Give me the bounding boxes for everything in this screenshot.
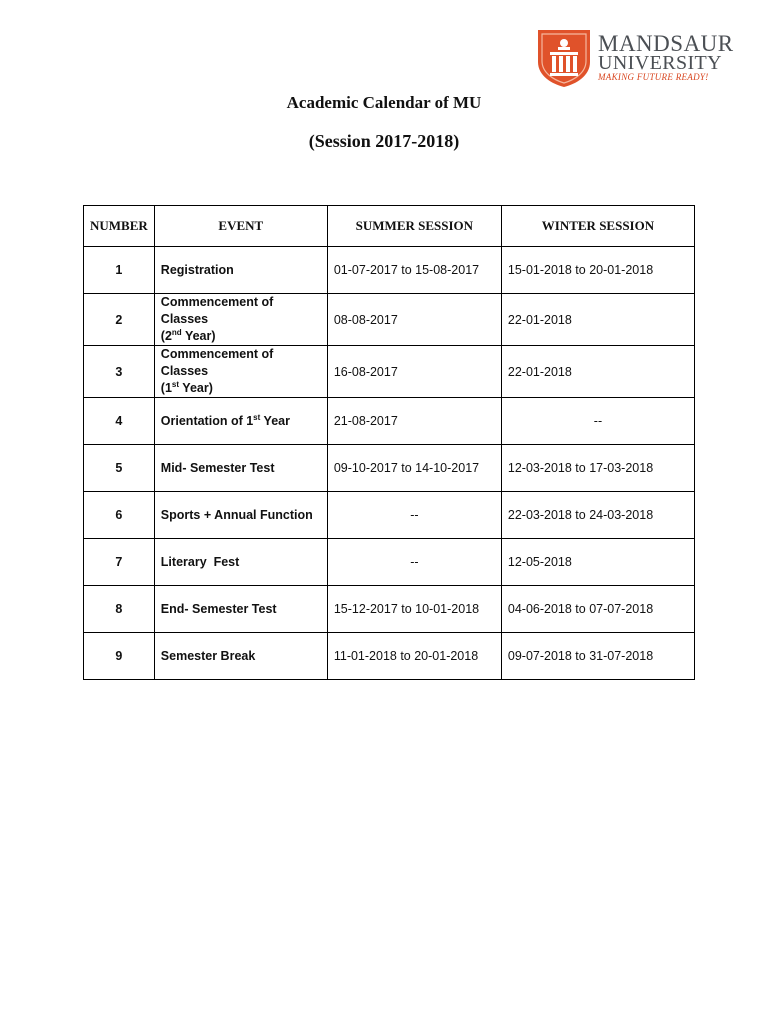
table-row <box>84 247 695 294</box>
row-winter: -- <box>501 398 694 445</box>
row-summer: -- <box>327 539 501 586</box>
row-event: Mid- Semester Test <box>154 445 327 492</box>
row-summer: 15-12-2017 to 10-01-2018 <box>327 586 501 633</box>
row-summer: 01-07-2017 to 15-08-2017 <box>327 247 501 294</box>
row-event <box>154 398 327 445</box>
table-row <box>84 346 695 398</box>
table-row <box>84 294 695 346</box>
row-event: Literary Fest <box>154 539 327 586</box>
row-summer: -- <box>327 492 501 539</box>
table-row <box>84 492 695 539</box>
logo-wordmark <box>598 31 734 82</box>
logo-tagline: MAKING FUTURE READY! <box>598 72 709 82</box>
table-row <box>84 539 695 586</box>
row-number: 5 <box>84 445 155 492</box>
header-event: EVENT <box>154 206 327 247</box>
event-text: (2 <box>160 329 172 343</box>
row-winter: 09-07-2018 to 31-07-2018 <box>501 633 694 680</box>
row-winter: 04-06-2018 to 07-07-2018 <box>501 586 694 633</box>
event-text: Year) <box>181 329 216 343</box>
row-number: 2 <box>84 294 155 346</box>
row-winter: 22-03-2018 to 24-03-2018 <box>501 492 694 539</box>
row-summer: 16-08-2017 <box>327 346 501 398</box>
ordinal-suffix: nd <box>171 327 182 337</box>
row-event <box>154 346 327 398</box>
row-number: 1 <box>84 247 155 294</box>
event-text: (1 <box>160 381 172 395</box>
row-number: 6 <box>84 492 155 539</box>
university-logo <box>536 28 736 92</box>
logo-line-mandsaur: MANDSAUR <box>598 31 734 56</box>
row-event <box>154 294 327 346</box>
header-summer-session: SUMMER SESSION <box>327 206 501 247</box>
row-event: End- Semester Test <box>154 586 327 633</box>
ordinal-suffix: st <box>171 379 180 389</box>
university-crest-icon <box>536 28 592 88</box>
row-winter: 22-01-2018 <box>501 346 694 398</box>
row-winter: 12-05-2018 <box>501 539 694 586</box>
page-title: Academic Calendar of MU <box>286 93 482 112</box>
table-header-row <box>84 206 695 247</box>
row-summer: 21-08-2017 <box>327 398 501 445</box>
header-number: NUMBER <box>84 206 155 247</box>
row-event: Registration <box>154 247 327 294</box>
row-summer: 08-08-2017 <box>327 294 501 346</box>
row-winter: 12-03-2018 to 17-03-2018 <box>501 445 694 492</box>
row-event: Semester Break <box>154 633 327 680</box>
ordinal-suffix: st <box>253 412 261 422</box>
row-summer: 11-01-2018 to 20-01-2018 <box>327 633 501 680</box>
row-number: 7 <box>84 539 155 586</box>
session-subtitle: (Session 2017-2018) <box>308 131 460 151</box>
row-winter: 22-01-2018 <box>501 294 694 346</box>
row-number: 4 <box>84 398 155 445</box>
header-winter-session: WINTER SESSION <box>501 206 694 247</box>
table-row <box>84 398 695 445</box>
row-number: 8 <box>84 586 155 633</box>
row-event: Sports + Annual Function <box>154 492 327 539</box>
academic-calendar-table <box>83 205 695 680</box>
row-number: 3 <box>84 346 155 398</box>
event-text: Year) <box>179 381 213 395</box>
row-winter: 15-01-2018 to 20-01-2018 <box>501 247 694 294</box>
table-row <box>84 445 695 492</box>
table-row <box>84 633 695 680</box>
event-text: Orientation of 1 <box>160 413 254 428</box>
table-row <box>84 586 695 633</box>
logo-line-university: UNIVERSITY <box>598 52 722 74</box>
event-text: Year <box>260 413 290 428</box>
row-summer: 09-10-2017 to 14-10-2017 <box>327 445 501 492</box>
row-number: 9 <box>84 633 155 680</box>
event-text: Commencement of Classes <box>160 295 274 326</box>
event-text: Commencement of Classes <box>160 347 274 378</box>
